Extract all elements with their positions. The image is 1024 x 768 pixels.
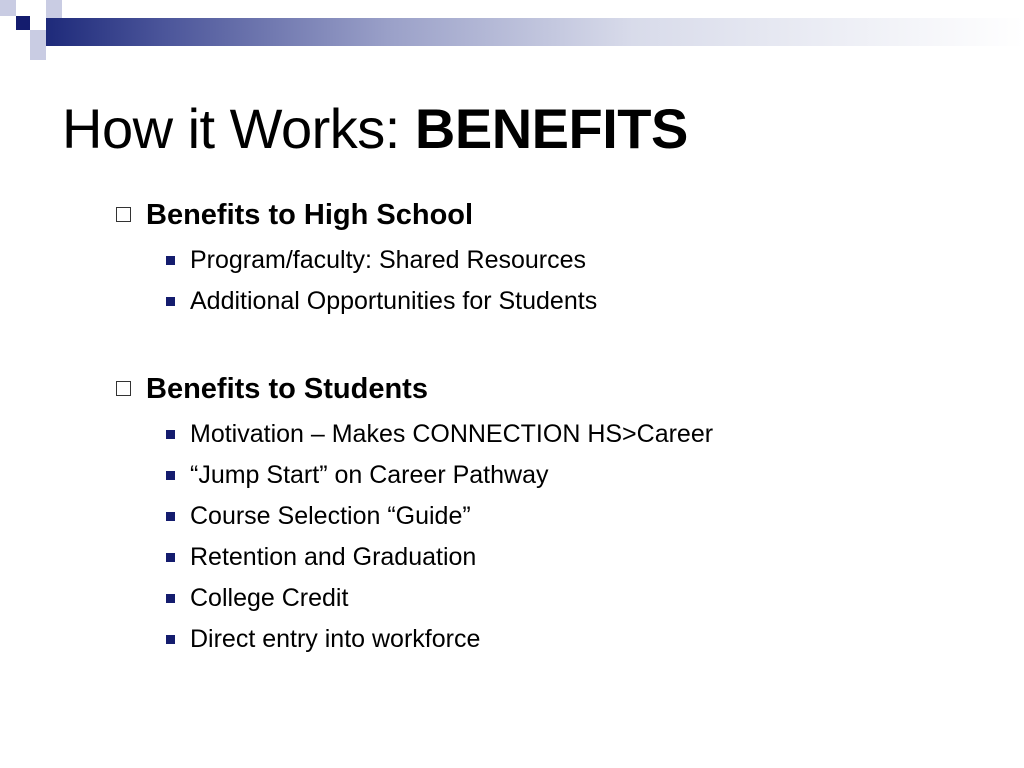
- decor-square: [0, 30, 16, 46]
- list-item-text: Retention and Graduation: [190, 543, 477, 571]
- list-item: [114, 240, 994, 281]
- list-item: [114, 496, 994, 537]
- slide-body: [114, 196, 994, 660]
- list-item-text: Motivation – Makes CONNECTION HS>Career: [190, 420, 714, 448]
- filled-square-bullet-icon: [166, 256, 175, 265]
- filled-square-bullet-icon: [166, 297, 175, 306]
- decor-square: [16, 16, 30, 30]
- list-item-text: Direct entry into workforce: [190, 625, 481, 653]
- decor-square: [62, 0, 76, 18]
- decor-square: [30, 30, 46, 46]
- filled-square-bullet-icon: [166, 471, 175, 480]
- section-heading: [114, 370, 994, 408]
- hollow-square-bullet-icon: [116, 207, 131, 222]
- list-item: [114, 537, 994, 578]
- filled-square-bullet-icon: [166, 635, 175, 644]
- section-heading-text: Benefits to Students: [146, 373, 428, 405]
- decor-square: [0, 0, 16, 16]
- list-item: [114, 578, 994, 619]
- title-bold: BENEFITS: [414, 97, 688, 160]
- filled-square-bullet-icon: [166, 594, 175, 603]
- list-item: [114, 455, 994, 496]
- hollow-square-bullet-icon: [116, 381, 131, 396]
- list-item: [114, 619, 994, 660]
- list-item-text: “Jump Start” on Career Pathway: [190, 461, 549, 489]
- decor-square: [46, 0, 62, 18]
- slide-title: [62, 94, 688, 164]
- filled-square-bullet-icon: [166, 553, 175, 562]
- list-item: [114, 281, 994, 322]
- decor-square: [30, 46, 46, 60]
- header-gradient-band: [46, 18, 1024, 46]
- filled-square-bullet-icon: [166, 430, 175, 439]
- list-item: [114, 414, 994, 455]
- list-item-text: Course Selection “Guide”: [190, 502, 471, 530]
- section-heading: [114, 196, 994, 234]
- filled-square-bullet-icon: [166, 512, 175, 521]
- list-item-text: Additional Opportunities for Students: [190, 287, 598, 315]
- title-regular: How it Works:: [62, 97, 415, 160]
- list-item-text: Program/faculty: Shared Resources: [190, 246, 587, 274]
- list-item-text: College Credit: [190, 584, 349, 612]
- section-heading-text: Benefits to High School: [146, 199, 474, 231]
